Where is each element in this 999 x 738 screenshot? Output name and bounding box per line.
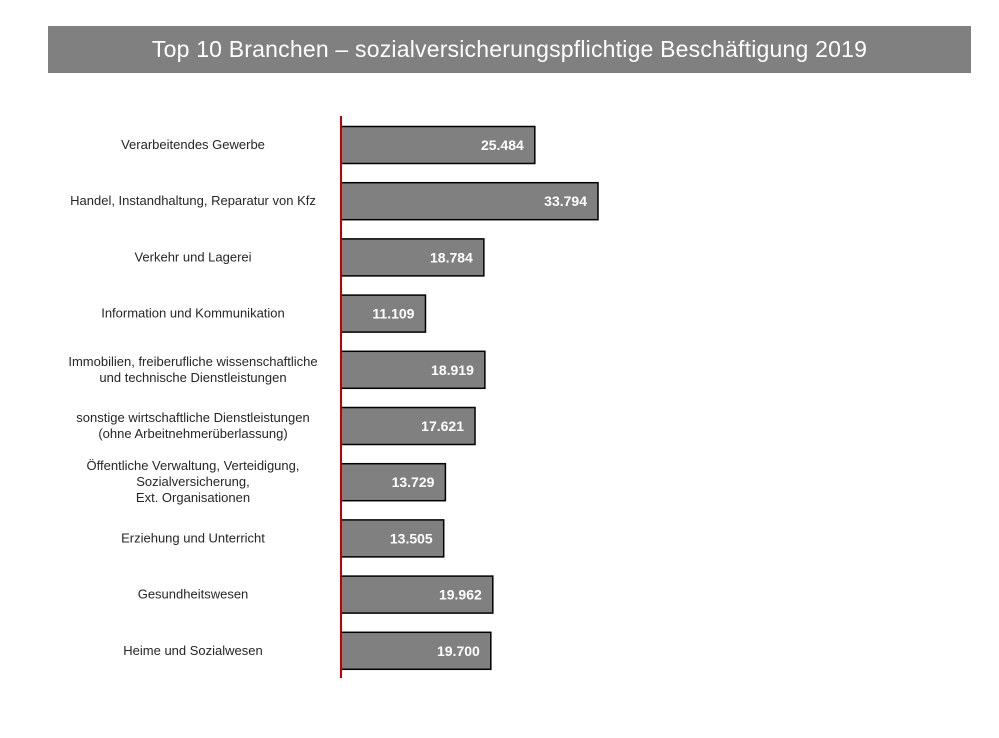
category-label-line: Gesundheitswesen	[137, 586, 249, 602]
bar-value-label: 17.621	[421, 418, 465, 434]
category-label-line: Handel, Instandhaltung, Reparatur von Kfz	[70, 193, 316, 209]
bar-value-label: 19.700	[436, 642, 480, 659]
category-label	[121, 530, 265, 545]
category-label	[138, 587, 249, 602]
category-label-line: Sozialversicherung,	[136, 474, 250, 490]
category-label-line: Verarbeitendes Gewerbe	[121, 137, 265, 152]
bar-value-label: 19.962	[438, 586, 482, 603]
category-label-line: sonstige wirtschaftliche Dienstleistungen	[76, 410, 310, 425]
category-label-line: Verkehr und Lagerei	[134, 249, 252, 265]
bar-value-label: 13.505	[389, 530, 433, 547]
category-label-line: Öffentliche Verwaltung, Verteidigung,	[86, 458, 300, 474]
category-label	[76, 410, 309, 441]
category-label-line: Ext. Organisationen	[135, 490, 251, 506]
category-label-line: Erziehung und Unterricht	[121, 530, 265, 546]
bar-value-label: 25.484	[480, 137, 524, 153]
category-label-line: Information und Kommunikation	[101, 305, 285, 321]
category-label-line: Immobilien, freiberufliche wissenschaftliche	[68, 353, 318, 369]
category-label	[123, 643, 262, 658]
category-label	[70, 193, 316, 208]
bar-value-label: 13.729	[391, 474, 435, 491]
category-label	[121, 137, 265, 152]
bar-value-label: 18.919	[431, 361, 474, 378]
category-label-line: Heime und Sozialwesen	[123, 642, 263, 658]
category-label	[68, 354, 317, 385]
category-label	[87, 458, 300, 505]
category-label-line: und technische Dienstleistungen	[99, 369, 287, 385]
bar-value-label: 11.109	[372, 305, 415, 322]
category-label-line: (ohne Arbeitnehmerüberlassung)	[98, 426, 288, 441]
category-label	[134, 249, 251, 264]
bar-value-label: 18.784	[430, 249, 473, 266]
bar-value-label: 33.794	[544, 193, 587, 210]
category-label	[101, 306, 285, 321]
chart-title: Top 10 Branchen – sozialversicherungspflichtige Beschäftigung 2019	[151, 36, 868, 62]
